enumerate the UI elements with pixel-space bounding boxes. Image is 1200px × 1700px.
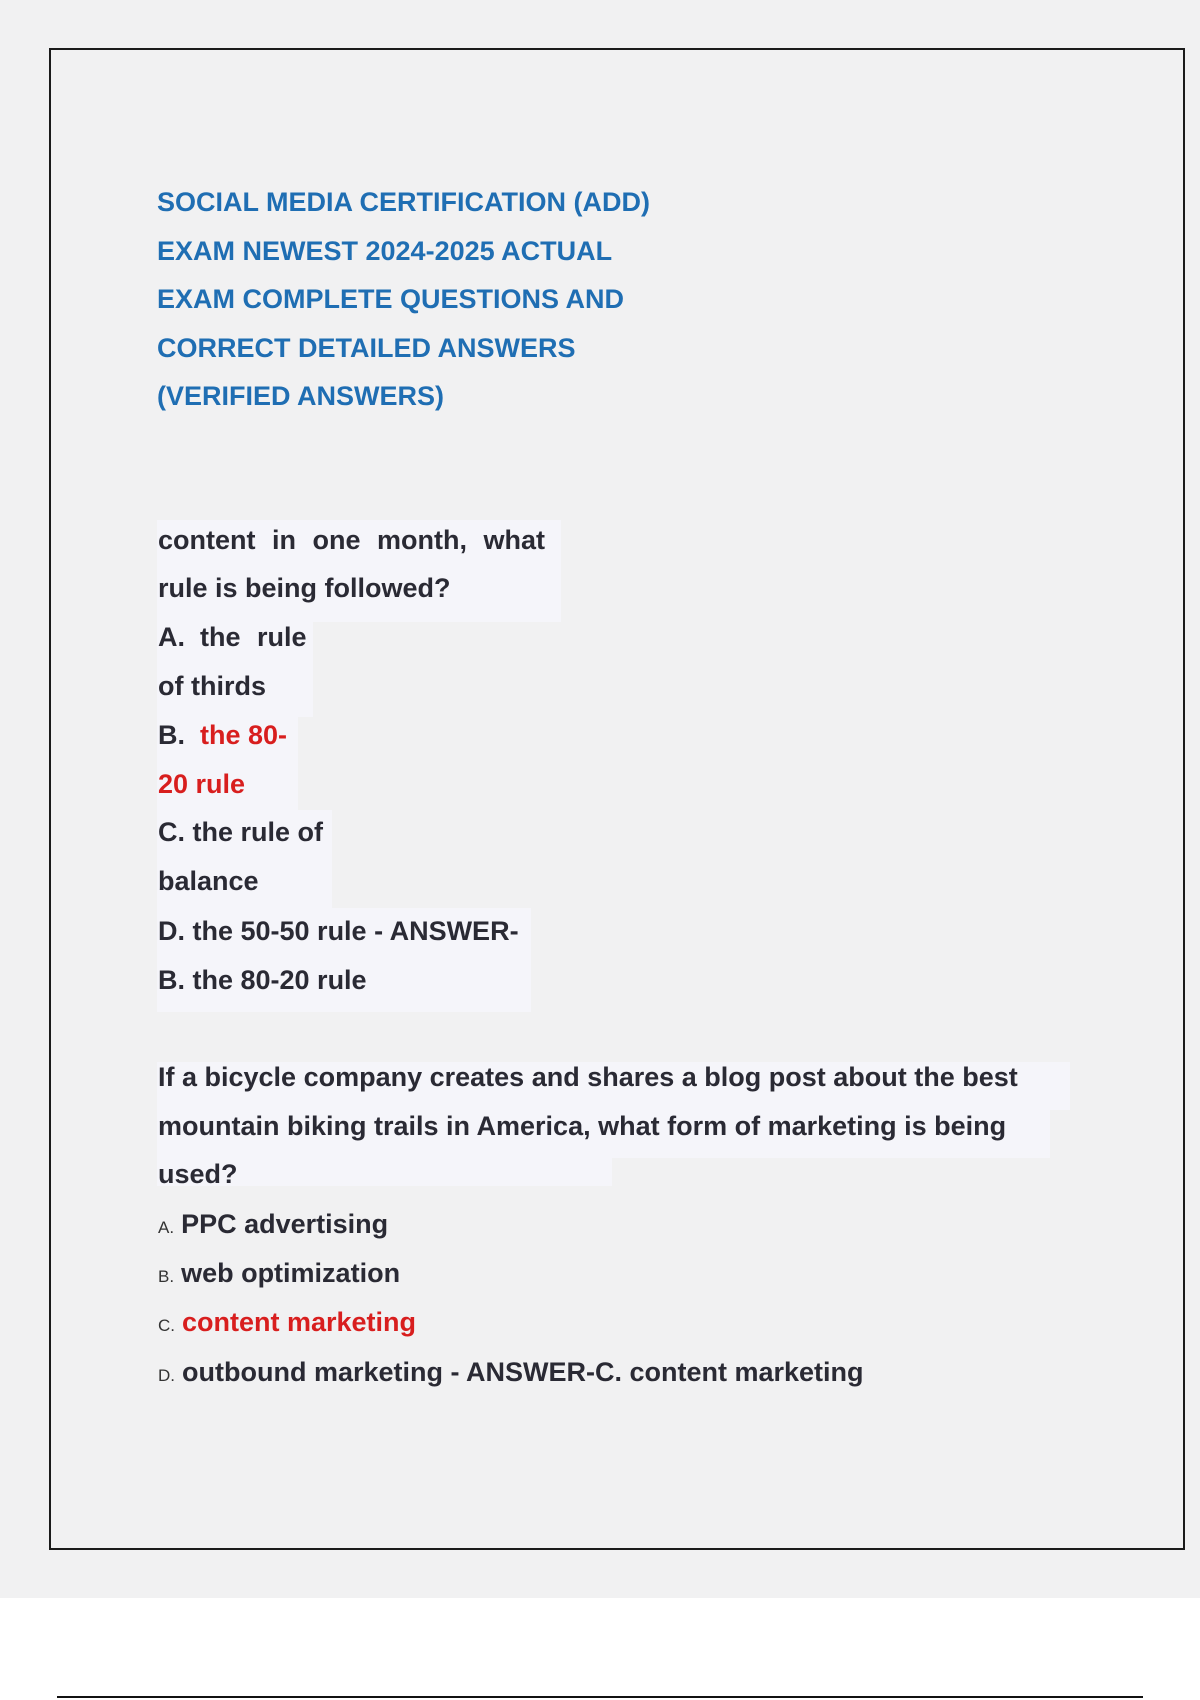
option-letter: D. — [158, 1366, 175, 1385]
question-2-stem-line: If a bicycle company creates and shares a blog post about the best — [158, 1062, 1018, 1092]
question-1-option-c: C. the rule of — [158, 817, 324, 847]
footer-divider — [57, 1696, 1143, 1698]
question-2-option-b — [158, 1256, 400, 1294]
option-text: the rule — [200, 622, 307, 652]
option-letter: B. — [158, 720, 185, 750]
title-line: (VERIFIED ANSWERS) — [157, 381, 445, 411]
question-1-option-d: D. the 50-50 rule - ANSWER- — [158, 916, 519, 946]
title-line: CORRECT DETAILED ANSWERS — [157, 332, 576, 363]
question-1-option-c-cont: balance — [158, 866, 259, 896]
option-letter: C. — [158, 1316, 175, 1335]
option-letter: A. — [158, 1218, 175, 1237]
title-line: EXAM COMPLETE QUESTIONS AND — [157, 284, 625, 314]
question-1-option-a-cont: of thirds — [158, 671, 266, 701]
option-letter: B. — [158, 1267, 175, 1286]
question-2-option-d — [158, 1355, 864, 1393]
option-text: PPC advertising — [181, 1209, 389, 1239]
question-1-option-b — [158, 718, 287, 752]
correct-option-text: the 80- — [200, 720, 288, 750]
correct-option-text: content marketing — [182, 1307, 417, 1337]
option-text: outbound marketing - ANSWER-C. content marketing — [182, 1357, 864, 1387]
question-2-option-a — [158, 1207, 388, 1245]
question-1-stem-line: rule is being followed? — [158, 573, 451, 603]
title-line: SOCIAL MEDIA CERTIFICATION (ADD) — [157, 187, 650, 217]
question-2-option-c — [158, 1305, 416, 1343]
option-text: web optimization — [181, 1258, 401, 1288]
question-2-stem-line: mountain biking trails in America, what form of marketing is being — [158, 1111, 1007, 1141]
question-1-answer: B. the 80-20 rule — [158, 965, 367, 995]
title-line: EXAM NEWEST 2024-2025 ACTUAL — [157, 235, 613, 266]
option-letter: A. — [158, 622, 185, 652]
correct-option-text-cont: 20 rule — [158, 769, 246, 799]
document-title — [157, 178, 650, 421]
question-1-stem-line: content in one month, what — [158, 525, 545, 555]
question-1-option-a — [158, 620, 307, 654]
question-2-stem-line: used? — [158, 1159, 238, 1189]
